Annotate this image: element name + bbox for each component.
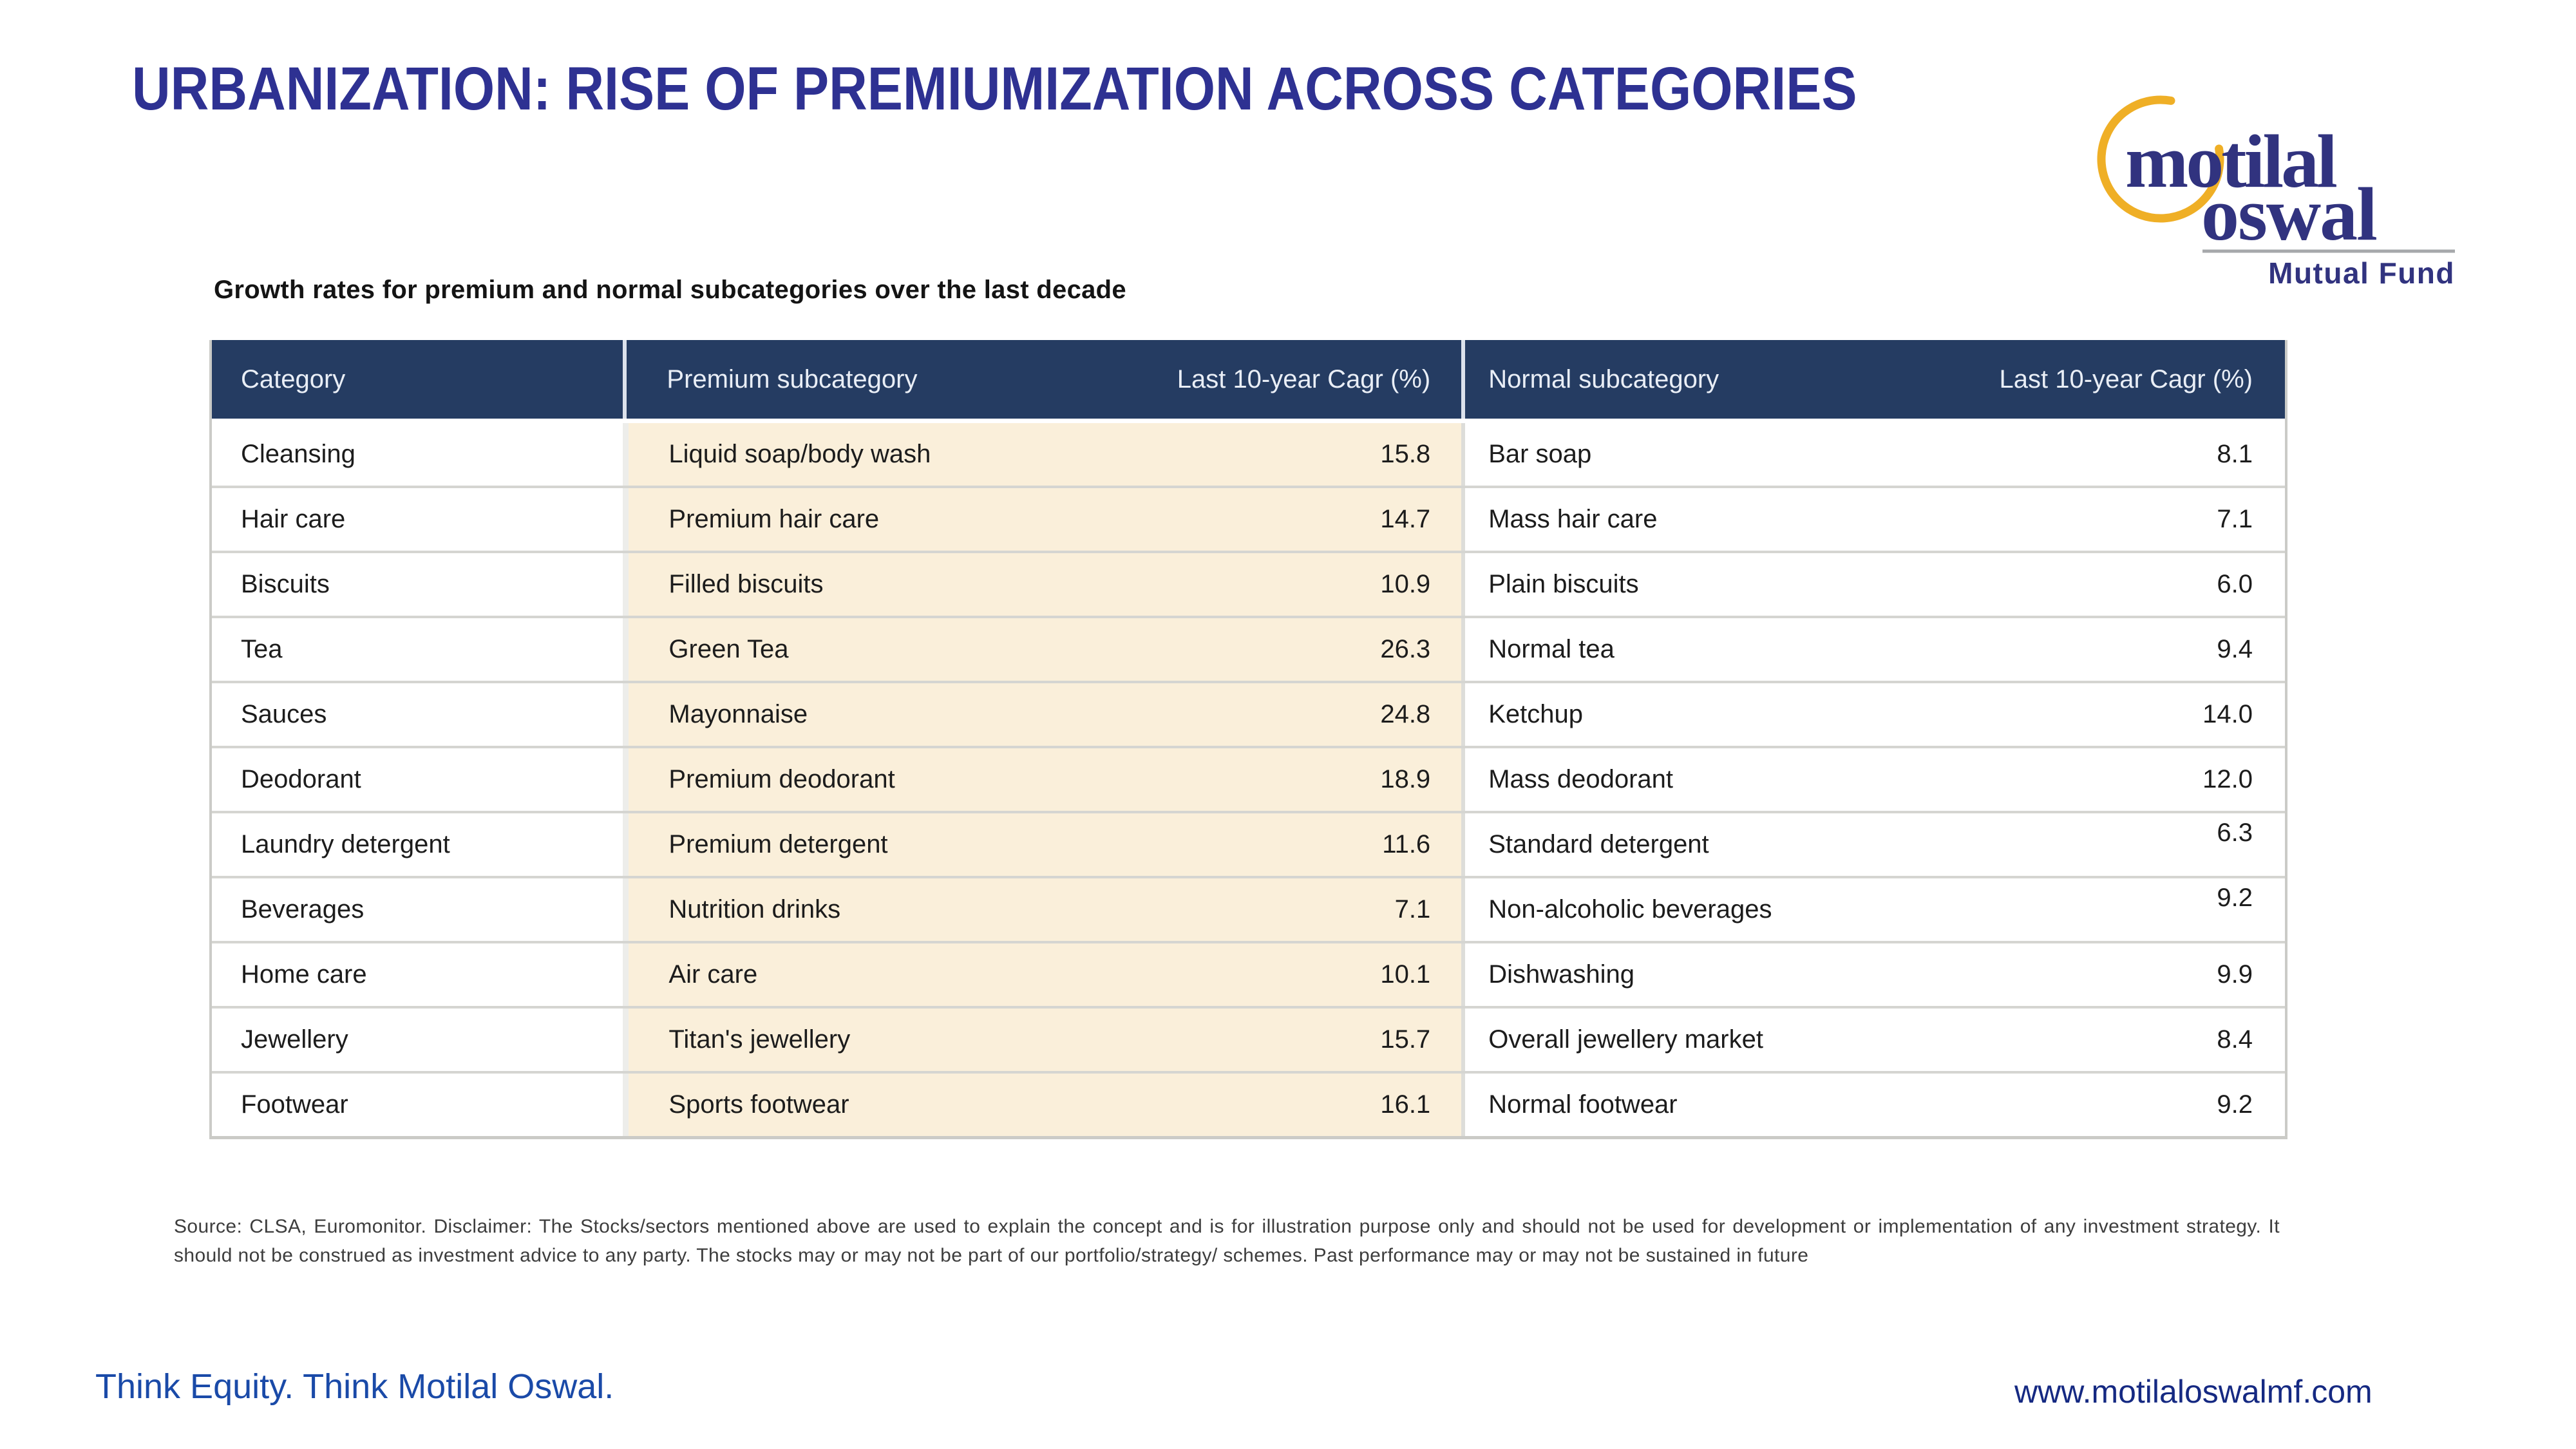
- normal-cagr-value: 6.3: [2217, 819, 2253, 847]
- header-premium-subcategory: Premium subcategory: [623, 340, 1111, 419]
- premium-cagr-value: 10.1: [1380, 960, 1431, 989]
- cell-category: Cleansing: [241, 440, 355, 468]
- cell-normal-subcategory: Ketchup: [1461, 683, 1949, 746]
- cell-premium-cagr: [1112, 683, 1462, 746]
- cell-premium-cagr: [1112, 748, 1462, 811]
- normal-cagr-value: 9.2: [2217, 884, 2253, 912]
- cell-category: Tea: [241, 635, 283, 663]
- cell-normal-subcategory: Bar soap: [1461, 423, 1949, 486]
- cell-normal-cagr: [1949, 878, 2285, 941]
- header-normal-subcategory: Normal subcategory: [1461, 340, 1949, 419]
- cell-normal-subcategory: Dishwashing: [1461, 943, 1949, 1006]
- cell-premium-subcategory: Premium detergent: [623, 813, 1111, 876]
- cell-normal-cagr: [1949, 943, 2285, 1006]
- header-premium-cagr: Last 10-year Cagr (%): [1177, 365, 1431, 393]
- cell-normal-cagr: [1949, 423, 2285, 486]
- page-title: URBANIZATION: RISE OF PREMIUMIZATION ACROSS CATEGORIES: [132, 55, 1857, 123]
- table-row: [212, 1006, 2285, 1071]
- table-row: [212, 811, 2285, 876]
- logo-word-oswal: oswal: [2201, 172, 2376, 256]
- premium-cagr-value: 11.6: [1382, 830, 1431, 858]
- normal-cagr-value: 14.0: [2202, 700, 2253, 728]
- table-row: [212, 746, 2285, 811]
- cell-category: Footwear: [241, 1090, 348, 1119]
- cell-premium-cagr: [1112, 618, 1462, 681]
- cell-normal-subcategory: Normal footwear: [1461, 1074, 1949, 1136]
- premium-cagr-value: 24.8: [1380, 700, 1431, 728]
- cell-normal-cagr: [1949, 618, 2285, 681]
- table-row: [212, 1071, 2285, 1136]
- motilal-oswal-logo: [2093, 91, 2473, 291]
- cell-category: Biscuits: [241, 570, 330, 598]
- cell-normal-cagr: [1949, 748, 2285, 811]
- cell-category: Sauces: [241, 700, 327, 728]
- cell-normal-subcategory: Plain biscuits: [1461, 553, 1949, 616]
- cell-premium-subcategory: Liquid soap/body wash: [623, 423, 1111, 486]
- footer-website: www.motilaloswalmf.com: [2014, 1374, 2372, 1410]
- table-row: [212, 681, 2285, 746]
- cell-premium-subcategory: Mayonnaise: [623, 683, 1111, 746]
- cell-category: Beverages: [241, 895, 365, 923]
- table-row: [212, 486, 2285, 551]
- table-header-row: [212, 340, 2285, 419]
- growth-table: [209, 340, 2287, 1139]
- logo-tagline: Mutual Fund: [2268, 256, 2455, 290]
- cell-category: Home care: [241, 960, 367, 989]
- cell-premium-subcategory: Green Tea: [623, 618, 1111, 681]
- cell-normal-cagr: [1949, 488, 2285, 551]
- cell-normal-subcategory: Overall jewellery market: [1461, 1009, 1949, 1071]
- table-row: [212, 551, 2285, 616]
- logo-graphic: [2093, 91, 2473, 291]
- normal-cagr-value: 9.9: [2217, 960, 2253, 989]
- premium-cagr-value: 7.1: [1394, 895, 1431, 923]
- table-caption: Growth rates for premium and normal subcategories over the last decade: [214, 276, 1126, 304]
- cell-premium-cagr: [1112, 553, 1462, 616]
- cell-normal-cagr: [1949, 1009, 2285, 1071]
- table-row: [212, 876, 2285, 941]
- logo-word-motilal: motilal: [2125, 119, 2335, 204]
- cell-normal-cagr: [1949, 553, 2285, 616]
- table-row: [212, 616, 2285, 681]
- disclaimer-text: Source: CLSA, Euromonitor. Disclaimer: The Stocks/sectors mentioned above are used to explain the concept and is for illustration purpose only and should not be used for development or implementation of any investment strategy. It should not be construed as investment advice to any party. The stocks may or may not be part of our portfolio/strategy/ schemes. Past performance may or may not be sustained in future: [174, 1216, 2280, 1266]
- premium-cagr-value: 10.9: [1380, 570, 1431, 598]
- premium-cagr-value: 15.7: [1380, 1025, 1431, 1054]
- premium-cagr-value: 16.1: [1380, 1090, 1431, 1119]
- cell-category: Jewellery: [241, 1025, 348, 1054]
- normal-cagr-value: 12.0: [2202, 765, 2253, 793]
- cell-premium-cagr: [1112, 813, 1462, 876]
- cell-premium-subcategory: Premium hair care: [623, 488, 1111, 551]
- cell-normal-subcategory: Mass hair care: [1461, 488, 1949, 551]
- normal-cagr-value: 6.0: [2217, 570, 2253, 598]
- table-row: [212, 941, 2285, 1006]
- cell-category: Deodorant: [241, 765, 361, 793]
- cell-normal-cagr: [1949, 1074, 2285, 1136]
- footer-slogan: Think Equity. Think Motilal Oswal.: [95, 1367, 614, 1406]
- cell-normal-subcategory: Standard detergent: [1461, 813, 1949, 876]
- cell-category: Hair care: [241, 505, 346, 533]
- normal-cagr-value: 8.4: [2217, 1025, 2253, 1054]
- cell-premium-subcategory: Nutrition drinks: [623, 878, 1111, 941]
- normal-cagr-value: 9.4: [2217, 635, 2253, 663]
- cell-premium-cagr: [1112, 1074, 1462, 1136]
- premium-cagr-value: 18.9: [1380, 765, 1431, 793]
- cell-premium-subcategory: Titan's jewellery: [623, 1009, 1111, 1071]
- header-category: Category: [241, 365, 346, 393]
- cell-premium-subcategory: Premium deodorant: [623, 748, 1111, 811]
- cell-premium-subcategory: Air care: [623, 943, 1111, 1006]
- cell-premium-cagr: [1112, 488, 1462, 551]
- cell-category: Laundry detergent: [241, 830, 450, 858]
- premium-cagr-value: 14.7: [1380, 505, 1431, 533]
- premium-cagr-value: 15.8: [1380, 440, 1431, 468]
- header-normal-cagr: Last 10-year Cagr (%): [1999, 365, 2253, 393]
- cell-premium-subcategory: Filled biscuits: [623, 553, 1111, 616]
- normal-cagr-value: 7.1: [2217, 505, 2253, 533]
- cell-normal-cagr: [1949, 813, 2285, 876]
- cell-premium-cagr: [1112, 943, 1462, 1006]
- cell-normal-subcategory: Mass deodorant: [1461, 748, 1949, 811]
- table-row: [212, 419, 2285, 486]
- cell-premium-cagr: [1112, 878, 1462, 941]
- normal-cagr-value: 9.2: [2217, 1090, 2253, 1119]
- cell-normal-cagr: [1949, 683, 2285, 746]
- cell-normal-subcategory: Normal tea: [1461, 618, 1949, 681]
- cell-premium-cagr: [1112, 423, 1462, 486]
- cell-premium-cagr: [1112, 1009, 1462, 1071]
- normal-cagr-value: 8.1: [2217, 440, 2253, 468]
- table-body: [212, 419, 2285, 1136]
- cell-premium-subcategory: Sports footwear: [623, 1074, 1111, 1136]
- cell-normal-subcategory: Non-alcoholic beverages: [1461, 878, 1949, 941]
- premium-cagr-value: 26.3: [1380, 635, 1431, 663]
